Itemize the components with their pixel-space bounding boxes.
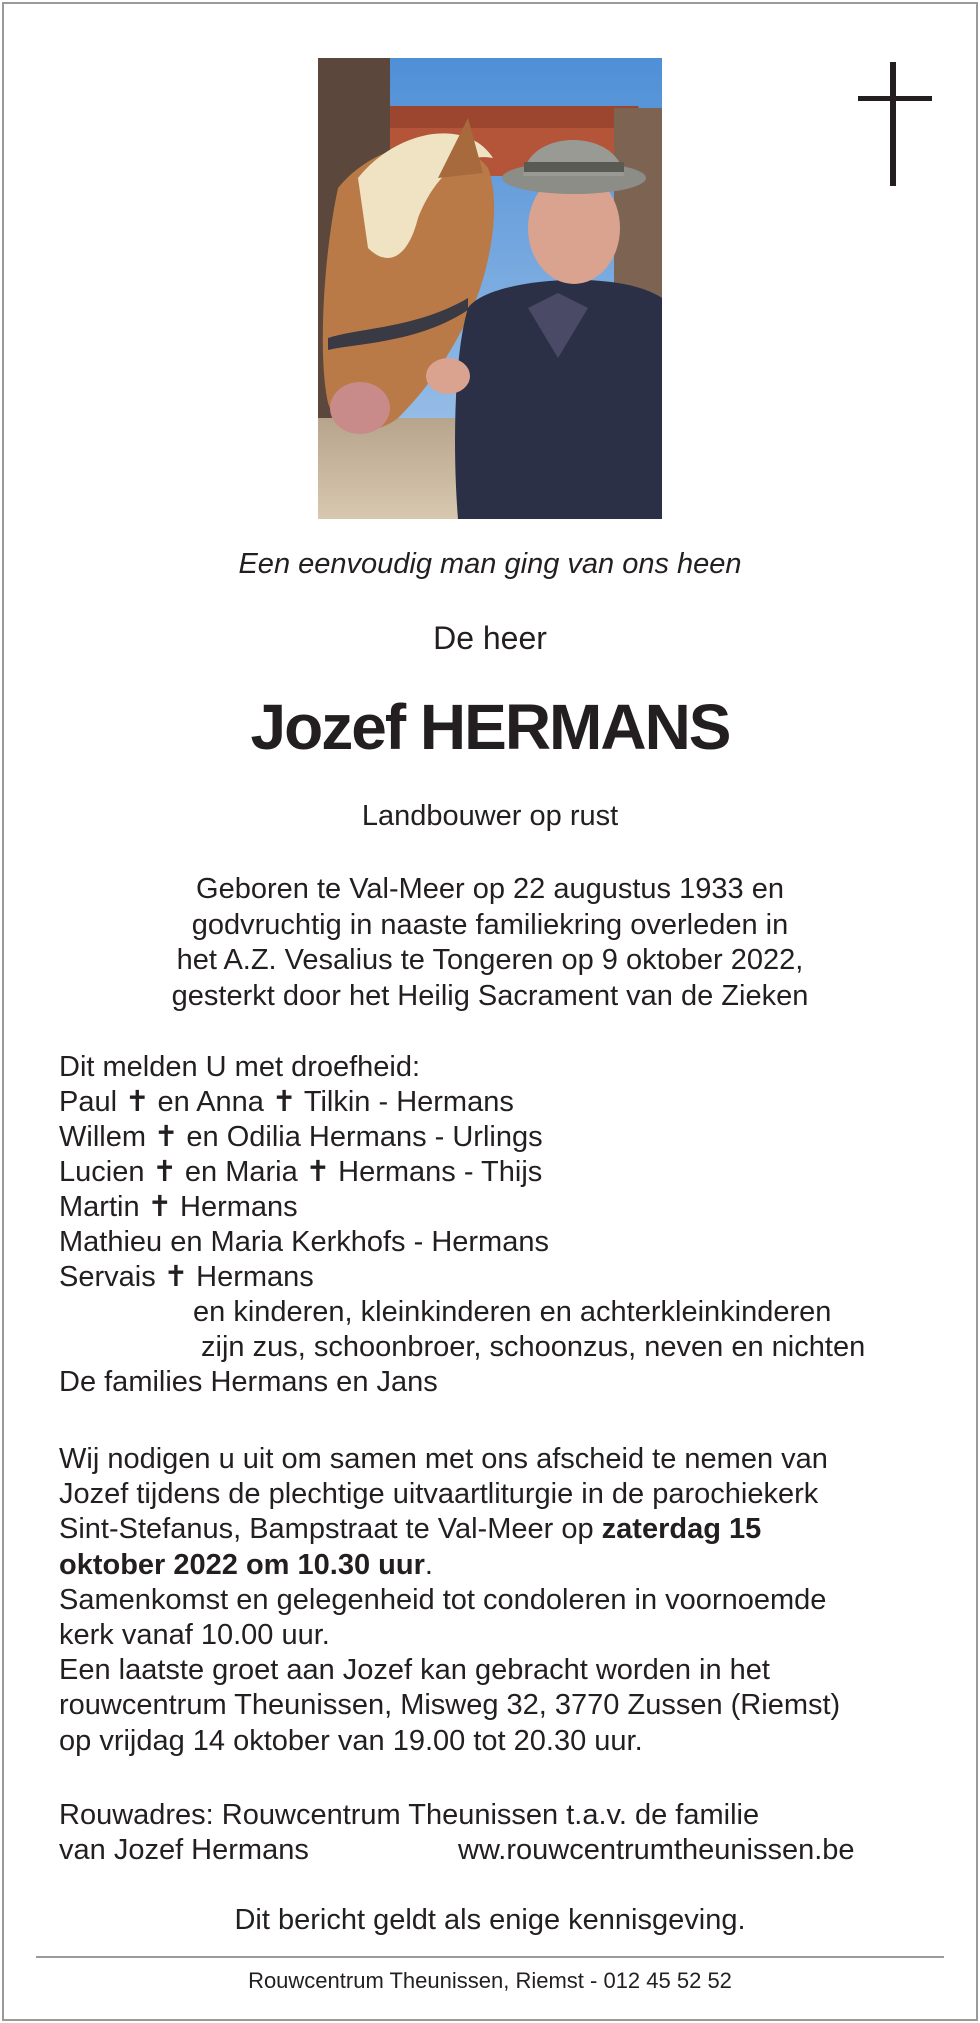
mourner-line-servais: Servais ✝ Hermans [59, 1261, 314, 1293]
biography [0, 872, 980, 1014]
portrait-photo [318, 58, 662, 519]
cross-glyph: ✝ [125, 1086, 150, 1118]
mourner-line-martin: Martin ✝ Hermans [59, 1191, 298, 1223]
motto: Een eenvoudig man ging van ons heen [238, 548, 742, 580]
funeral-invitation: Wij nodigen u uit om samen met ons afscheid te nemen van Jozef tijdens de plechtige uitvaartliturgie in de parochiekerk Sint-Stefanus, Bampstraat te Val-Meer op zaterdag 15 oktober 2022 om 10.30 uur. Samenkomst en gelegenheid tot condoleren in voornoemde kerk vanaf 10.00 uur. Een laatste groet aan Jozef kan gebracht worden in het rouwcentrum Theunissen, Misweg 32, 3770 Zussen (Riemst) op vrijdag 14 oktober van 19.00 tot 20.30 uur. [59, 1443, 841, 1757]
deceased-name: Jozef HERMANS [250, 691, 730, 763]
honorific: De heer [433, 620, 547, 656]
occupation: Landbouwer op rust [361, 800, 619, 832]
cross-glyph: ✝ [154, 1121, 179, 1153]
cross-glyph: ✝ [305, 1156, 331, 1188]
mourner-line-families: De families Hermans en Jans [59, 1366, 438, 1398]
mourner-line-willem: Willem ✝ en Odilia Hermans - Urlings [59, 1121, 543, 1153]
mourner-line-paul: Paul ✝ en Anna ✝ Tilkin - Hermans [59, 1086, 514, 1118]
mourner-line-grandchildren: en kinderen, kleinkinderen en achterkleinkinderen [193, 1296, 832, 1328]
cross-glyph: ✝ [163, 1261, 189, 1293]
bio-line: godvruchtig in naaste familiekring overleden in [191, 908, 789, 941]
mourners-intro: Dit melden U met droefheid: [59, 1051, 421, 1083]
footer-text: Rouwcentrum Theunissen, Riemst - 012 45 52 52 [248, 1968, 732, 1993]
notice-text: Dit bericht geldt als enige kennisgeving. [234, 1904, 746, 1936]
cross-glyph: ✝ [152, 1156, 177, 1188]
funeral-time: oktober 2022 om 10.30 uur [59, 1548, 425, 1581]
cross-glyph: ✝ [147, 1191, 172, 1223]
bio-line: gesterkt door het Heilig Sacrament van de Zieken [171, 979, 809, 1012]
portrait-photo-image [318, 58, 662, 519]
mourning-address: Rouwadres: Rouwcentrum Theunissen t.a.v. de familie van Jozef Hermans ww.rouwcentrumtheunissen.be [59, 1798, 939, 1868]
mourner-line-lucien: Lucien ✝ en Maria ✝ Hermans - Thijs [59, 1156, 543, 1188]
divider [36, 1956, 944, 1958]
bio-line: Geboren te Val-Meer op 22 augustus 1933 en [196, 873, 784, 905]
mourner-line-siblings: zijn zus, schoonbroer, schoonzus, neven en nichten [201, 1331, 866, 1363]
cross-glyph: ✝ [271, 1086, 297, 1118]
funeral-date: zaterdag 15 [601, 1513, 762, 1546]
mourner-line-mathieu: Mathieu en Maria Kerkhofs - Hermans [59, 1226, 549, 1258]
bio-line: het A.Z. Vesalius te Tongeren op 9 oktober 2022, [176, 944, 804, 976]
website-link[interactable]: ww.rouwcentrumtheunissen.be [458, 1834, 855, 1867]
latin-cross-icon [858, 62, 932, 186]
mourners-list [59, 1050, 939, 1410]
